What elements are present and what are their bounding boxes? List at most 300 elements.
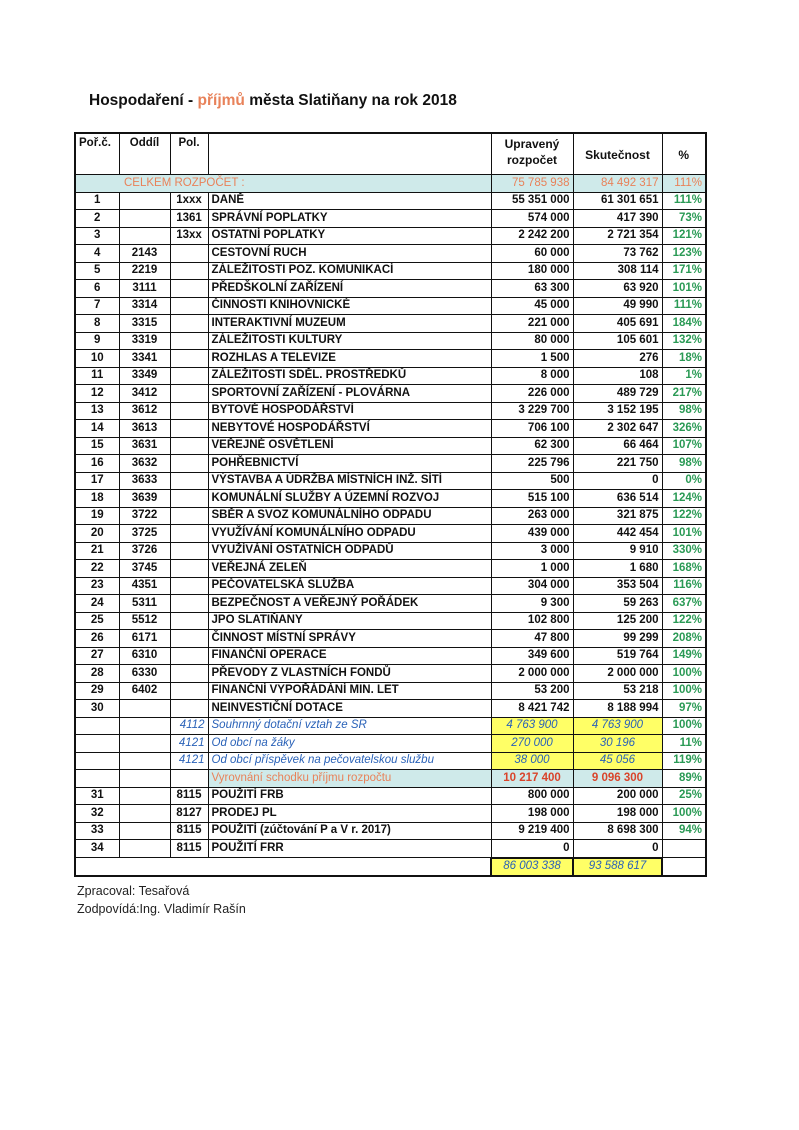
row-skutecnost: 0	[573, 840, 662, 858]
table-row	[75, 455, 706, 473]
page-title	[89, 92, 457, 110]
row-skutecnost: 2 302 647	[573, 420, 662, 438]
row-oddil: 3722	[119, 507, 170, 525]
row-pol	[170, 700, 208, 718]
row-num: 20	[75, 525, 119, 543]
row-pol	[170, 577, 208, 595]
table-row	[75, 577, 706, 595]
row-name: DANĚ	[208, 192, 491, 210]
row-num: 33	[75, 822, 119, 840]
row-upraveny: 62 300	[491, 437, 573, 455]
row-pol: 8115	[170, 822, 208, 840]
row-pct: 1%	[662, 367, 706, 385]
row-upraveny: 198 000	[491, 805, 573, 823]
row-pct: 116%	[662, 577, 706, 595]
row-oddil	[119, 210, 170, 228]
row-upraveny: 221 000	[491, 315, 573, 333]
table-row	[75, 332, 706, 350]
row-name: PŘEDŠKOLNÍ ZAŘÍZENÍ	[208, 280, 491, 298]
row-name: PRODEJ PL	[208, 805, 491, 823]
row-num: 3	[75, 227, 119, 245]
row-num: 2	[75, 210, 119, 228]
row-pct: 100%	[662, 805, 706, 823]
row-skutecnost: 2 000 000	[573, 665, 662, 683]
row-num: 34	[75, 840, 119, 858]
table-row	[75, 805, 706, 823]
balance-upraveny: 10 217 400	[491, 770, 573, 788]
row-upraveny: 1 000	[491, 560, 573, 578]
table-row	[75, 507, 706, 525]
row-num: 9	[75, 332, 119, 350]
row-pol	[170, 402, 208, 420]
summary-row	[75, 175, 706, 193]
row-oddil	[119, 752, 170, 770]
row-oddil: 3613	[119, 420, 170, 438]
row-oddil: 3319	[119, 332, 170, 350]
row-skutecnost: 442 454	[573, 525, 662, 543]
budget-table	[74, 132, 707, 877]
balance-label: Vyrovnání schodku příjmu rozpočtu	[208, 770, 491, 788]
row-num: 17	[75, 472, 119, 490]
row-num: 13	[75, 402, 119, 420]
row-upraveny: 226 000	[491, 385, 573, 403]
row-skutecnost: 105 601	[573, 332, 662, 350]
summary-label: CELKEM ROZPOČET :	[75, 175, 491, 193]
row-oddil: 6402	[119, 682, 170, 700]
row-pol	[170, 367, 208, 385]
balance-skutecnost: 9 096 300	[573, 770, 662, 788]
row-upraveny: 60 000	[491, 245, 573, 263]
row-name: ČINNOST MÍSTNÍ SPRÁVY	[208, 630, 491, 648]
header-upraveny: Upravený rozpočet	[491, 133, 573, 175]
row-oddil	[119, 822, 170, 840]
row-pct: 100%	[662, 665, 706, 683]
row-upraveny: 270 000	[491, 735, 573, 753]
row-num	[75, 717, 119, 735]
row-upraveny: 439 000	[491, 525, 573, 543]
row-skutecnost: 198 000	[573, 805, 662, 823]
table-row	[75, 665, 706, 683]
row-skutecnost: 489 729	[573, 385, 662, 403]
row-skutecnost: 353 504	[573, 577, 662, 595]
row-num: 29	[75, 682, 119, 700]
table-row	[75, 472, 706, 490]
table-row	[75, 682, 706, 700]
header-oddil: Oddíl	[119, 133, 170, 175]
row-pct: 184%	[662, 315, 706, 333]
totals-upraveny: 86 003 338	[491, 858, 573, 877]
row-pol	[170, 315, 208, 333]
row-skutecnost: 417 390	[573, 210, 662, 228]
row-pol: 4121	[170, 735, 208, 753]
row-pct: 122%	[662, 612, 706, 630]
row-pol	[170, 455, 208, 473]
row-pct: 111%	[662, 192, 706, 210]
row-pol	[170, 350, 208, 368]
row-num: 6	[75, 280, 119, 298]
row-name: VEŘEJNÉ OSVĚTLENÍ	[208, 437, 491, 455]
row-num: 27	[75, 647, 119, 665]
row-oddil: 3341	[119, 350, 170, 368]
row-pct: 73%	[662, 210, 706, 228]
row-pol	[170, 490, 208, 508]
row-name: Od obcí na žáky	[208, 735, 491, 753]
row-num: 8	[75, 315, 119, 333]
row-name: SBĚR A SVOZ KOMUNÁLNÍHO ODPADU	[208, 507, 491, 525]
row-oddil: 4351	[119, 577, 170, 595]
row-pol	[170, 647, 208, 665]
row-skutecnost: 108	[573, 367, 662, 385]
row-upraveny: 3 229 700	[491, 402, 573, 420]
footer-zpracoval: Zpracoval: Tesařová	[77, 884, 190, 898]
row-skutecnost: 73 762	[573, 245, 662, 263]
row-upraveny: 4 763 900	[491, 717, 573, 735]
row-oddil: 2143	[119, 245, 170, 263]
summary-upraveny: 75 785 938	[491, 175, 573, 193]
header-skutecnost: Skutečnost	[573, 133, 662, 175]
row-name: ZÁLEŽITOSTI POZ. KOMUNIKACÍ	[208, 262, 491, 280]
row-oddil	[119, 717, 170, 735]
row-name: VEŘEJNÁ ZELEŇ	[208, 560, 491, 578]
row-pol	[170, 385, 208, 403]
row-pol	[170, 560, 208, 578]
table-row	[75, 630, 706, 648]
title-part2: města Slatiňany na rok 2018	[244, 92, 457, 109]
row-upraveny: 225 796	[491, 455, 573, 473]
row-upraveny: 8 000	[491, 367, 573, 385]
row-skutecnost: 221 750	[573, 455, 662, 473]
row-pol: 8127	[170, 805, 208, 823]
table-row	[75, 525, 706, 543]
header-name	[208, 133, 491, 175]
row-name: CESTOVNÍ RUCH	[208, 245, 491, 263]
row-name: JPO SLATIŇANY	[208, 612, 491, 630]
row-upraveny: 515 100	[491, 490, 573, 508]
title-part1: Hospodaření -	[89, 92, 198, 109]
row-name: POUŽITÍ FRB	[208, 787, 491, 805]
row-name: FINANČNÍ VYPOŘÁDÁNÍ MIN. LET	[208, 682, 491, 700]
row-pol: 4121	[170, 752, 208, 770]
row-name: SPORTOVNÍ ZAŘÍZENÍ - PLOVÁRNA	[208, 385, 491, 403]
row-upraveny: 304 000	[491, 577, 573, 595]
row-pol	[170, 542, 208, 560]
row-num: 30	[75, 700, 119, 718]
row-num: 14	[75, 420, 119, 438]
row-pct: 98%	[662, 455, 706, 473]
row-upraveny: 2 000 000	[491, 665, 573, 683]
row-name: Od obcí příspěvek na pečovatelskou službu	[208, 752, 491, 770]
row-oddil: 3314	[119, 297, 170, 315]
row-skutecnost: 8 188 994	[573, 700, 662, 718]
totals-skutecnost: 93 588 617	[573, 858, 662, 877]
row-oddil: 3612	[119, 402, 170, 420]
row-upraveny: 706 100	[491, 420, 573, 438]
table-row	[75, 700, 706, 718]
row-name: SPRÁVNÍ POPLATKY	[208, 210, 491, 228]
row-oddil: 3111	[119, 280, 170, 298]
row-oddil: 3725	[119, 525, 170, 543]
row-upraveny: 8 421 742	[491, 700, 573, 718]
row-num: 15	[75, 437, 119, 455]
table-row	[75, 245, 706, 263]
row-name: ROZHLAS A TELEVIZE	[208, 350, 491, 368]
row-pct: 0%	[662, 472, 706, 490]
row-upraveny: 1 500	[491, 350, 573, 368]
row-oddil	[119, 227, 170, 245]
row-skutecnost: 276	[573, 350, 662, 368]
table-row	[75, 402, 706, 420]
subsidy-row	[75, 752, 706, 770]
row-skutecnost: 519 764	[573, 647, 662, 665]
row-oddil	[119, 805, 170, 823]
row-oddil	[119, 192, 170, 210]
table-row	[75, 367, 706, 385]
row-oddil: 3633	[119, 472, 170, 490]
row-oddil: 5512	[119, 612, 170, 630]
row-pct: 11%	[662, 735, 706, 753]
row-name: ZÁLEŽITOSTI KULTURY	[208, 332, 491, 350]
row-skutecnost: 4 763 900	[573, 717, 662, 735]
row-pol: 4112	[170, 717, 208, 735]
row-pct: 101%	[662, 280, 706, 298]
row-pct: 98%	[662, 402, 706, 420]
row-name: VYUŽÍVÁNÍ OSTATNÍCH ODPADŮ	[208, 542, 491, 560]
row-pol	[170, 437, 208, 455]
row-num	[75, 752, 119, 770]
row-name: POHŘEBNICTVÍ	[208, 455, 491, 473]
row-pct: 149%	[662, 647, 706, 665]
row-oddil: 3412	[119, 385, 170, 403]
row-pct: 100%	[662, 682, 706, 700]
table-row	[75, 822, 706, 840]
row-pct: 94%	[662, 822, 706, 840]
table-row	[75, 560, 706, 578]
row-pct: 124%	[662, 490, 706, 508]
row-num: 32	[75, 805, 119, 823]
row-upraveny: 800 000	[491, 787, 573, 805]
row-pol	[170, 332, 208, 350]
row-upraveny: 349 600	[491, 647, 573, 665]
row-num: 24	[75, 595, 119, 613]
row-name: ZÁLEŽITOSTI SDĚL. PROSTŘEDKŮ	[208, 367, 491, 385]
row-name: NEINVESTIČNÍ DOTACE	[208, 700, 491, 718]
row-name: OSTATNÍ POPLATKY	[208, 227, 491, 245]
row-upraveny: 2 242 200	[491, 227, 573, 245]
table-row	[75, 385, 706, 403]
row-num: 5	[75, 262, 119, 280]
row-num: 28	[75, 665, 119, 683]
totals-row	[75, 858, 706, 877]
row-pct: 97%	[662, 700, 706, 718]
row-pol	[170, 420, 208, 438]
title-accent: příjmů	[197, 92, 245, 109]
row-skutecnost: 200 000	[573, 787, 662, 805]
table-row	[75, 350, 706, 368]
table-row	[75, 437, 706, 455]
row-pol	[170, 297, 208, 315]
table-row	[75, 315, 706, 333]
row-pct: 330%	[662, 542, 706, 560]
table-row	[75, 612, 706, 630]
row-num: 1	[75, 192, 119, 210]
table-row	[75, 490, 706, 508]
row-pol	[170, 682, 208, 700]
row-upraveny: 180 000	[491, 262, 573, 280]
row-num	[75, 735, 119, 753]
row-skutecnost: 1 680	[573, 560, 662, 578]
row-upraveny: 38 000	[491, 752, 573, 770]
row-skutecnost: 2 721 354	[573, 227, 662, 245]
row-pct: 100%	[662, 717, 706, 735]
balance-row	[75, 770, 706, 788]
row-oddil	[119, 787, 170, 805]
row-skutecnost: 53 218	[573, 682, 662, 700]
subsidy-row	[75, 735, 706, 753]
row-skutecnost: 321 875	[573, 507, 662, 525]
row-pct: 25%	[662, 787, 706, 805]
row-pol	[170, 245, 208, 263]
row-pct: 168%	[662, 560, 706, 578]
row-name: PŘEVODY Z VLASTNÍCH FONDŮ	[208, 665, 491, 683]
row-num: 26	[75, 630, 119, 648]
row-oddil: 3632	[119, 455, 170, 473]
totals-spacer	[119, 858, 491, 877]
row-pct: 637%	[662, 595, 706, 613]
row-name: PEČOVATELSKÁ SLUŽBA	[208, 577, 491, 595]
row-skutecnost: 99 299	[573, 630, 662, 648]
row-name: VÝSTAVBA A ÚDRŽBA MÍSTNÍCH INŽ. SÍTÍ	[208, 472, 491, 490]
row-pct	[662, 840, 706, 858]
row-num: 4	[75, 245, 119, 263]
row-pct: 122%	[662, 507, 706, 525]
row-upraveny: 263 000	[491, 507, 573, 525]
row-skutecnost: 66 464	[573, 437, 662, 455]
row-name: VYUŽÍVÁNÍ KOMUNÁLNÍHO ODPADU	[208, 525, 491, 543]
row-upraveny: 9 300	[491, 595, 573, 613]
row-oddil: 2219	[119, 262, 170, 280]
row-skutecnost: 59 263	[573, 595, 662, 613]
table-row	[75, 297, 706, 315]
table-row	[75, 192, 706, 210]
row-oddil: 3726	[119, 542, 170, 560]
row-skutecnost: 3 152 195	[573, 402, 662, 420]
row-oddil: 3349	[119, 367, 170, 385]
row-oddil: 3745	[119, 560, 170, 578]
row-upraveny: 63 300	[491, 280, 573, 298]
row-name: POUŽITÍ (zúčtování P a V r. 2017)	[208, 822, 491, 840]
row-pct: 18%	[662, 350, 706, 368]
row-skutecnost: 125 200	[573, 612, 662, 630]
row-pol: 1xxx	[170, 192, 208, 210]
row-pol: 8115	[170, 787, 208, 805]
row-pol	[170, 525, 208, 543]
totals-spacer	[75, 858, 119, 877]
table-row	[75, 280, 706, 298]
row-pct: 121%	[662, 227, 706, 245]
balance-pct: 89%	[662, 770, 706, 788]
row-pol: 1361	[170, 210, 208, 228]
row-oddil: 3631	[119, 437, 170, 455]
table-row	[75, 420, 706, 438]
row-name: ČINNOSTI KNIHOVNICKÉ	[208, 297, 491, 315]
row-skutecnost: 8 698 300	[573, 822, 662, 840]
row-pol	[170, 280, 208, 298]
row-oddil	[119, 840, 170, 858]
row-oddil	[119, 735, 170, 753]
row-oddil: 6171	[119, 630, 170, 648]
row-num: 11	[75, 367, 119, 385]
header-num: Poř.č.	[75, 133, 119, 175]
subsidy-row	[75, 717, 706, 735]
row-oddil: 5311	[119, 595, 170, 613]
row-name: KOMUNÁLNÍ SLUŽBY A ÚZEMNÍ ROZVOJ	[208, 490, 491, 508]
row-name: FINANČNÍ OPERACE	[208, 647, 491, 665]
row-num: 25	[75, 612, 119, 630]
row-upraveny: 47 800	[491, 630, 573, 648]
row-num: 23	[75, 577, 119, 595]
row-pol	[170, 507, 208, 525]
row-upraveny: 574 000	[491, 210, 573, 228]
table-row	[75, 840, 706, 858]
row-skutecnost: 405 691	[573, 315, 662, 333]
header-pct: %	[662, 133, 706, 175]
row-pct: 111%	[662, 297, 706, 315]
row-pol	[170, 630, 208, 648]
row-skutecnost: 45 056	[573, 752, 662, 770]
row-num: 10	[75, 350, 119, 368]
row-upraveny: 500	[491, 472, 573, 490]
row-skutecnost: 63 920	[573, 280, 662, 298]
table-row	[75, 262, 706, 280]
row-name: POUŽITÍ FRR	[208, 840, 491, 858]
row-skutecnost: 49 990	[573, 297, 662, 315]
row-num: 31	[75, 787, 119, 805]
table-row	[75, 595, 706, 613]
table-row	[75, 647, 706, 665]
table-row	[75, 542, 706, 560]
row-skutecnost: 30 196	[573, 735, 662, 753]
table-row	[75, 787, 706, 805]
row-num: 16	[75, 455, 119, 473]
row-pol	[170, 770, 208, 788]
row-pol	[170, 472, 208, 490]
row-pct: 217%	[662, 385, 706, 403]
row-pol	[170, 262, 208, 280]
row-oddil	[119, 700, 170, 718]
row-pol: 13xx	[170, 227, 208, 245]
row-upraveny: 80 000	[491, 332, 573, 350]
row-name: NEBYTOVÉ HOSPODÁŘSTVÍ	[208, 420, 491, 438]
row-num	[75, 770, 119, 788]
row-upraveny: 102 800	[491, 612, 573, 630]
row-num: 18	[75, 490, 119, 508]
row-pct: 171%	[662, 262, 706, 280]
row-pct: 107%	[662, 437, 706, 455]
row-upraveny: 9 219 400	[491, 822, 573, 840]
table-row	[75, 227, 706, 245]
summary-skutecnost: 84 492 317	[573, 175, 662, 193]
row-name: BYTOVÉ HOSPODÁŘSTVÍ	[208, 402, 491, 420]
row-oddil	[119, 770, 170, 788]
row-pct: 326%	[662, 420, 706, 438]
row-pol: 8115	[170, 840, 208, 858]
row-num: 19	[75, 507, 119, 525]
row-skutecnost: 9 910	[573, 542, 662, 560]
row-pol	[170, 665, 208, 683]
row-skutecnost: 0	[573, 472, 662, 490]
row-num: 22	[75, 560, 119, 578]
row-skutecnost: 636 514	[573, 490, 662, 508]
